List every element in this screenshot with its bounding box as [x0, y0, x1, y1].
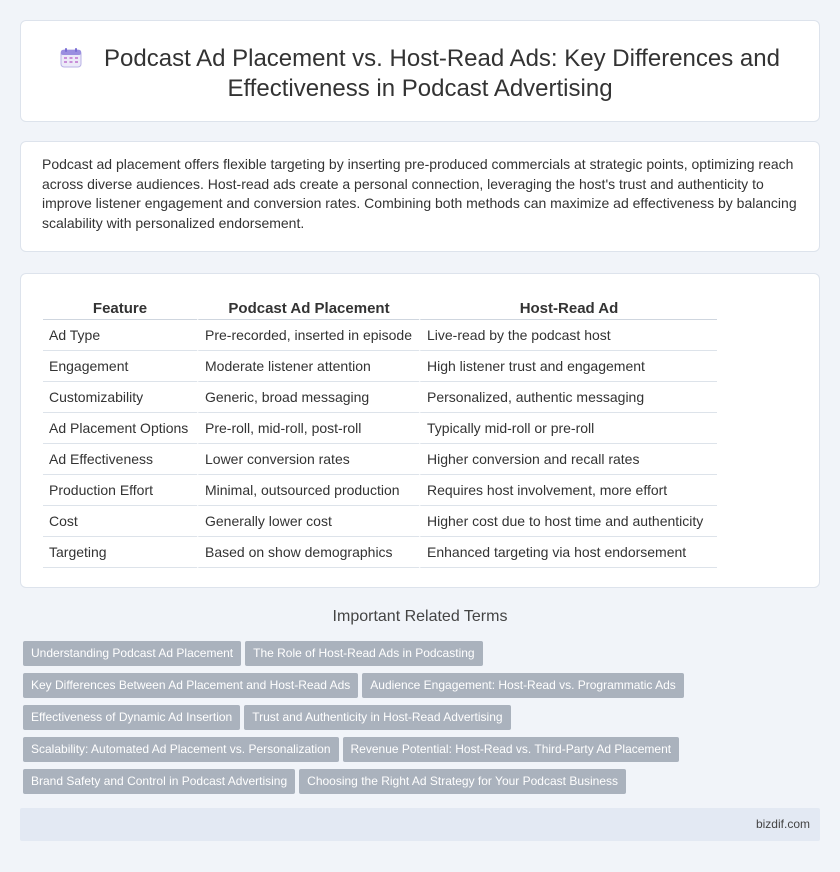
title-line-1: Podcast Ad Placement vs. Host-Read Ads: Key Differences and: [104, 45, 780, 72]
tag-row: [23, 673, 803, 705]
related-term-tag[interactable]: Scalability: Automated Ad Placement vs. Personalization: [23, 737, 339, 762]
related-term-tag[interactable]: Brand Safety and Control in Podcast Advertising: [23, 769, 295, 794]
tag-row: [23, 769, 803, 801]
header-host-read-ad: Host-Read Ad: [419, 295, 717, 320]
related-term-tag[interactable]: Trust and Authenticity in Host-Read Advertising: [244, 705, 510, 730]
table-cell: Pre-recorded, inserted in episode: [197, 320, 419, 351]
table-cell: Higher cost due to host time and authenticity: [419, 506, 717, 537]
table-row: [43, 444, 717, 475]
table-cell: Higher conversion and recall rates: [419, 444, 717, 475]
related-terms-list: [23, 641, 803, 801]
table-cell: Generally lower cost: [197, 506, 419, 537]
table-cell: Personalized, authentic messaging: [419, 382, 717, 413]
table-row: [43, 351, 717, 382]
table-cell: Engagement: [43, 351, 197, 382]
related-terms-title: Important Related Terms: [332, 608, 508, 625]
table-cell: Lower conversion rates: [197, 444, 419, 475]
table-cell: Cost: [43, 506, 197, 537]
header-card: [20, 20, 820, 122]
site-name[interactable]: bizdif.com: [755, 817, 810, 831]
table-row: [43, 320, 717, 351]
table-row: [43, 506, 717, 537]
table-cell: Typically mid-roll or pre-roll: [419, 413, 717, 444]
comparison-card: [20, 273, 820, 588]
related-term-tag[interactable]: The Role of Host-Read Ads in Podcasting: [245, 641, 482, 666]
tag-row: [23, 737, 803, 769]
table-cell: Customizability: [43, 382, 197, 413]
calendar-icon: [60, 48, 82, 68]
related-term-tag[interactable]: Audience Engagement: Host-Read vs. Programmatic Ads: [362, 673, 683, 698]
table-row: [43, 537, 717, 568]
table-cell: Ad Type: [43, 320, 197, 351]
table-cell: Moderate listener attention: [197, 351, 419, 382]
header-feature: Feature: [43, 295, 197, 320]
footer: [20, 808, 820, 841]
table-cell: Generic, broad messaging: [197, 382, 419, 413]
related-term-tag[interactable]: Revenue Potential: Host-Read vs. Third-Party Ad Placement: [343, 737, 680, 762]
table-cell: Minimal, outsourced production: [197, 475, 419, 506]
table-cell: Production Effort: [43, 475, 197, 506]
summary-text: Podcast ad placement offers flexible targeting by inserting pre-produced commercials at strategic points, optimizing reach across diverse audiences. Host-read ads create a personal connection, leveraging the host's trust and authenticity to improve listener engagement and conversion rates. Combining both methods can maximize ad effectiveness by balancing scalability with personalized endorsement.: [42, 156, 797, 231]
related-term-tag[interactable]: Understanding Podcast Ad Placement: [23, 641, 241, 666]
tag-row: [23, 705, 803, 737]
comparison-table: [43, 295, 717, 568]
table-row: [43, 475, 717, 506]
table-cell: High listener trust and engagement: [419, 351, 717, 382]
related-term-tag[interactable]: Key Differences Between Ad Placement and Host-Read Ads: [23, 673, 358, 698]
table-cell: Live-read by the podcast host: [419, 320, 717, 351]
table-cell: Ad Effectiveness: [43, 444, 197, 475]
table-row: [43, 413, 717, 444]
table-cell: Requires host involvement, more effort: [419, 475, 717, 506]
title-line-2: Effectiveness in Podcast Advertising: [227, 75, 613, 102]
related-term-tag[interactable]: Choosing the Right Ad Strategy for Your Podcast Business: [299, 769, 626, 794]
table-cell: Ad Placement Options: [43, 413, 197, 444]
table-cell: Enhanced targeting via host endorsement: [419, 537, 717, 568]
summary-card: [20, 141, 820, 252]
page-title: [21, 44, 819, 104]
table-cell: Targeting: [43, 537, 197, 568]
tag-row: [23, 641, 803, 673]
table-row: [43, 382, 717, 413]
related-term-tag[interactable]: Effectiveness of Dynamic Ad Insertion: [23, 705, 240, 730]
table-cell: Pre-roll, mid-roll, post-roll: [197, 413, 419, 444]
table-header-row: [43, 295, 717, 320]
table-cell: Based on show demographics: [197, 537, 419, 568]
header-podcast-ad-placement: Podcast Ad Placement: [197, 295, 419, 320]
